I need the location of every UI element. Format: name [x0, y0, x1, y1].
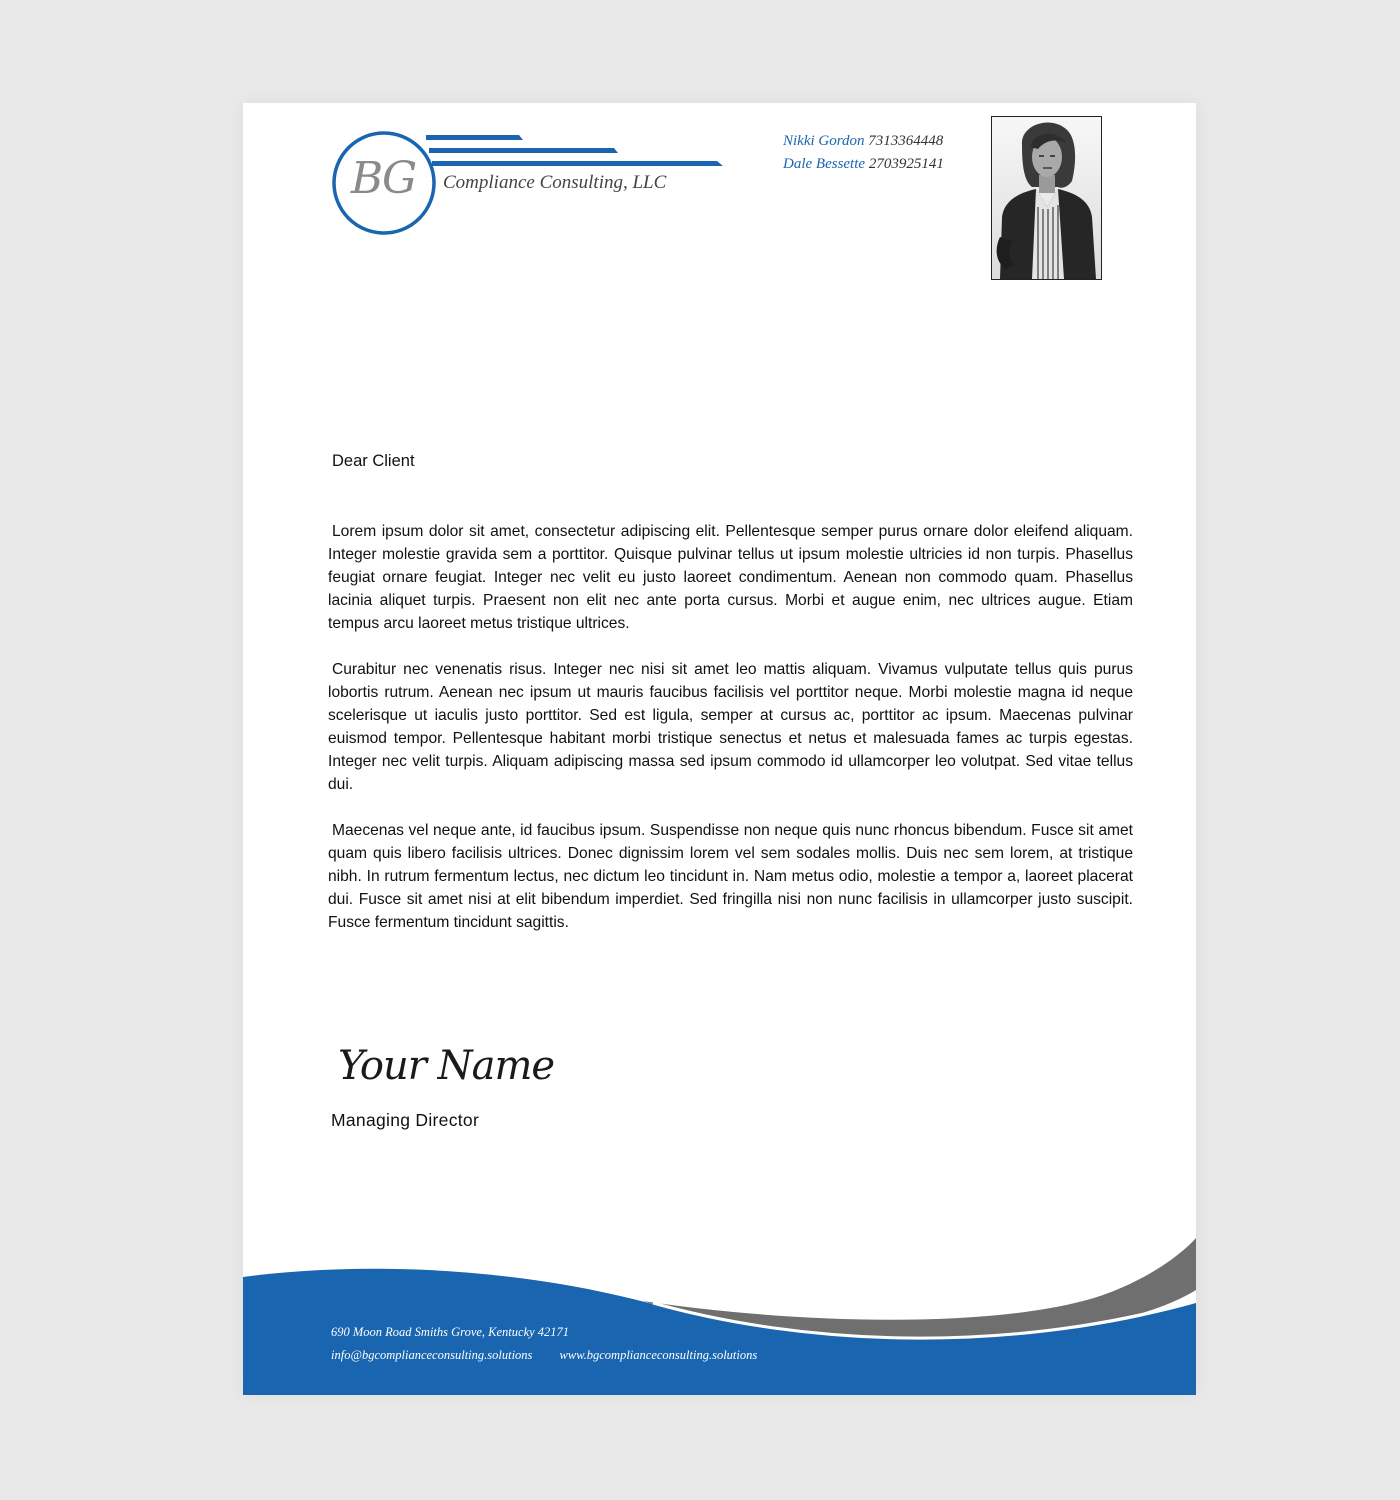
footer-address: 690 Moon Road Smiths Grove, Kentucky 42171 — [331, 1325, 570, 1339]
footer-links — [331, 1344, 757, 1367]
body-paragraph: Maecenas vel neque ante, id faucibus ipsum. Suspendisse non neque quis nunc rhoncus bibendum. Fusce sit amet quam quis libero facilisis ultrices. Donec dignissim lorem vel sem sodales mollis. Duis nec sem lorem, at tristique nibh. In rutrum fermentum lectus, nec dictum leo tincidunt in. Nam metus odio, molestie a tempor a, laoreet placerat dui. Fusce sit amet nisi at elit bibendum imperdiet. Sed fringilla nisi non nunc facilisis in ullamcorper justo suscipit. Fusce fermentum tincidunt sagittis. — [328, 822, 1133, 931]
contact-phone: 2703925141 — [868, 156, 944, 172]
letter-body — [328, 520, 1133, 957]
logo-stripe-3 — [432, 161, 723, 166]
contact-phone: 7313364448 — [868, 133, 944, 149]
footer-email[interactable]: info@bgcomplianceconsulting.solutions — [331, 1348, 533, 1362]
footer-contact-info — [331, 1321, 757, 1367]
logo-stripe-1 — [426, 135, 523, 140]
logo-monogram: BG — [350, 153, 416, 204]
contact-line — [783, 153, 983, 176]
company-name: Compliance Consulting, LLC — [443, 172, 667, 193]
portrait-photo — [991, 116, 1102, 280]
company-logo — [331, 125, 731, 243]
body-paragraph: Curabitur nec venenatis risus. Integer nec nisi sit amet leo mattis aliquam. Vivamus vulputate tellus quis purus lobortis rutrum. Aenean nec ipsum ut mauris faucibus facilisis vel porttitor neque. Morbi molestie magna id neque scelerisque ut iaculis justo porttitor. Sed est ligula, semper at cursus ac, porttitor ac ipsum. Maecenas pulvinar euismod tempor. Pellentesque habitant morbi tristique senectus et netus et malesuada fames ac turpis egestas. Integer nec velit turpis. Aliquam adipiscing massa sed ipsum commodo id ullamcorper leo volutpat. Sed vitae tellus dui. — [328, 661, 1133, 793]
contact-name: Dale Bessette — [783, 156, 866, 172]
signature: Your Name — [338, 1043, 555, 1089]
letterhead-page — [243, 103, 1196, 1395]
contact-name: Nikki Gordon — [783, 133, 865, 149]
contact-line — [783, 130, 983, 153]
body-paragraph: Lorem ipsum dolor sit amet, consectetur adipiscing elit. Pellentesque semper purus ornare dolor eleifend aliquam. Integer molestie gravida sem a porttitor. Quisque pulvinar tellus ut ipsum molestie ultricies id non turpis. Phasellus feugiat ornare feugiat. Integer nec velit eu justo laoreet condimentum. Aenean non commodo quam. Phasellus lacinia aliquet turpis. Praesent non elit nec ante porta cursus. Morbi et augue enim, nec ultrices augue. Etiam tempus arcu laoreet metus tristique ultrices. — [328, 523, 1133, 632]
contact-list — [783, 130, 983, 176]
portrait-image — [992, 117, 1101, 279]
footer-wave — [243, 1233, 1196, 1395]
salutation: Dear Client — [332, 452, 415, 470]
signer-title: Managing Director — [331, 1110, 480, 1130]
footer-website[interactable]: www.bgcomplianceconsulting.solutions — [559, 1348, 758, 1362]
logo-stripe-2 — [429, 148, 618, 153]
